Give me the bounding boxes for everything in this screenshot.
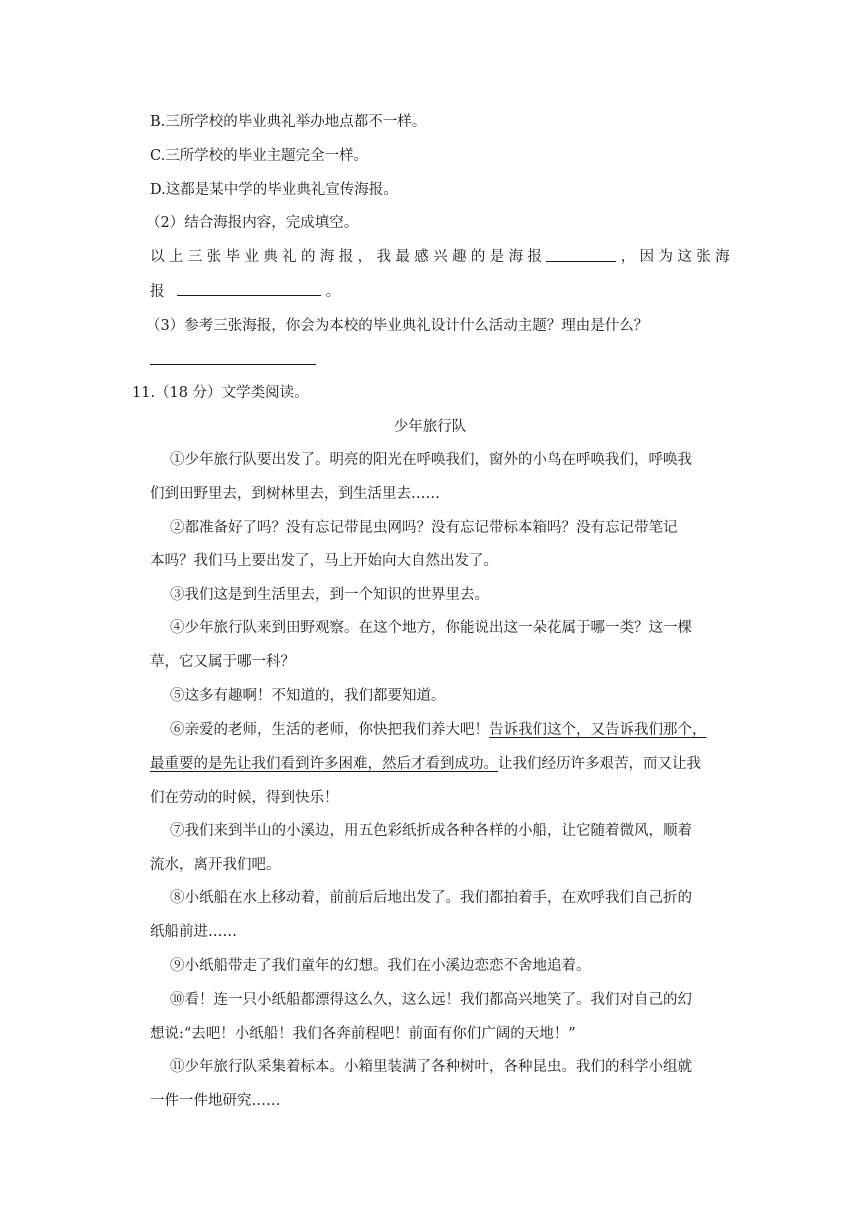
passage-title: 少年旅行队	[393, 419, 467, 435]
para-2-line-2: 本吗？我们马上要出发了，马上开始向大自然出发了。	[150, 553, 498, 569]
para-7-line-1: ⑦我们来到半山的小溪边，用五色彩纸折成各种各样的小船，让它随着微风，顺着	[170, 823, 692, 839]
answer-blank-2[interactable]	[177, 281, 321, 296]
para-7-line-2: 流水，离开我们吧。	[150, 857, 281, 873]
q2-char: 张	[696, 249, 711, 265]
question-11-header: 11.（18 分）文学类阅读。	[132, 385, 309, 401]
para-6-plain: ⑥亲爱的老师，生活的老师，你快把我们养大吧！	[170, 722, 489, 738]
para-8-line-1: ⑧小纸船在水上移动着，前前后后地出发了。我们都拍着手，在欢呼我们自己折的	[170, 890, 692, 906]
q2-char: 为	[658, 249, 673, 265]
para-4-line-2: 草，它又属于哪一科？	[150, 654, 295, 670]
question-3-prompt: （3）参考三张海报，你会为本校的毕业典礼设计什么活动主题？理由是什么？	[146, 318, 649, 334]
q2-char: 报	[527, 249, 542, 265]
q2-char: 典	[263, 249, 278, 265]
para-8-line-2: 纸船前进……	[150, 924, 237, 940]
q2-char: 毕	[225, 249, 240, 265]
para-3: ③我们这是到生活里去，到一个知识的世界里去。	[170, 587, 489, 603]
q2-char: ，	[620, 249, 636, 265]
question-2-line-2	[150, 281, 730, 302]
para-10-line-2: 想说:“去吧！小纸船！我们各奔前程吧！前面有你们广阔的天地！”	[150, 1026, 576, 1042]
q2-char: 最	[395, 249, 410, 265]
q2-char: 的	[301, 249, 316, 265]
q2-line2-start: 报	[150, 284, 165, 300]
para-4-line-1: ④少年旅行队来到田野观察。在这个地方，你能说出这一朵花属于哪一类？这一棵	[170, 620, 692, 636]
option-c: C.三所学校的毕业主题完全一样。	[150, 148, 369, 164]
q2-char: ，	[357, 249, 373, 265]
para-6-line-1	[170, 720, 730, 740]
q2-char: 礼	[282, 249, 297, 265]
para-9: ⑨小纸船带走了我们童年的幻想。我们在小溪边恋恋不舍地追着。	[170, 958, 591, 974]
q2-char: 张	[206, 249, 222, 265]
q2-char: 上	[168, 249, 184, 265]
q2-char: 兴	[433, 249, 448, 265]
q2-char: 这	[677, 249, 692, 265]
para-10-line-1: ⑩看！连一只小纸船都漂得这么久，这么远！我们都高兴地笑了。我们对自己的幻	[170, 992, 692, 1008]
q2-char: 因	[639, 249, 655, 265]
q2-char: 报	[338, 249, 354, 265]
q2-char: 三	[187, 249, 203, 265]
para-1-line-2: 们到田野里去，到树林里去，到生活里去……	[150, 486, 440, 502]
q2-char: 的	[470, 249, 486, 265]
option-b: B.三所学校的毕业典礼举办地点都不一样。	[150, 114, 427, 130]
para-11-line-2: 一件一件地研究……	[150, 1093, 281, 1109]
q2-char: 以	[150, 249, 165, 265]
q2-char: 海	[715, 249, 730, 265]
para-6-underlined-2: 最重要的是先让我们看到许多困难，然后才看到成功。	[150, 756, 498, 772]
question-2-prompt: （2）结合海报内容，完成填空。	[146, 215, 359, 231]
q2-char: 业	[244, 249, 259, 265]
para-6-line-2	[150, 754, 730, 774]
para-1-line-1: ①少年旅行队要出发了。明亮的阳光在呼唤我们，窗外的小鸟在呼唤我们，呼唤我	[170, 452, 692, 468]
q2-line2-end: 。	[325, 284, 341, 300]
q2-char: 是	[489, 249, 505, 265]
q2-char: 趣	[452, 249, 467, 265]
question-2-line-1	[150, 247, 730, 267]
para-6-underlined: 告诉我们这个，又告诉我们那个，	[489, 722, 707, 738]
q2-char: 我	[376, 249, 391, 265]
answer-line-3[interactable]	[150, 364, 316, 365]
q2-char: 海	[508, 249, 524, 265]
para-2-line-1: ②都准备好了吗？没有忘记带昆虫网吗？没有忘记带标本箱吗？没有忘记带笔记	[170, 520, 678, 536]
para-6-line-3: 们在劳动的时候，得到快乐！	[150, 790, 339, 806]
answer-blank-1[interactable]	[546, 247, 616, 262]
q2-char: 感	[414, 249, 429, 265]
para-5: ⑤这多有趣啊！不知道的，我们都要知道。	[170, 688, 446, 704]
option-d: D.这都是某中学的毕业典礼宣传海报。	[150, 182, 398, 198]
para-6-plain-2: 让我们经历许多艰苦，而又让我	[498, 756, 701, 772]
para-11-line-1: ⑪少年旅行队采集着标本。小箱里装满了各种树叶，各种昆虫。我们的科学小组就	[170, 1059, 692, 1075]
q2-char: 海	[319, 249, 335, 265]
